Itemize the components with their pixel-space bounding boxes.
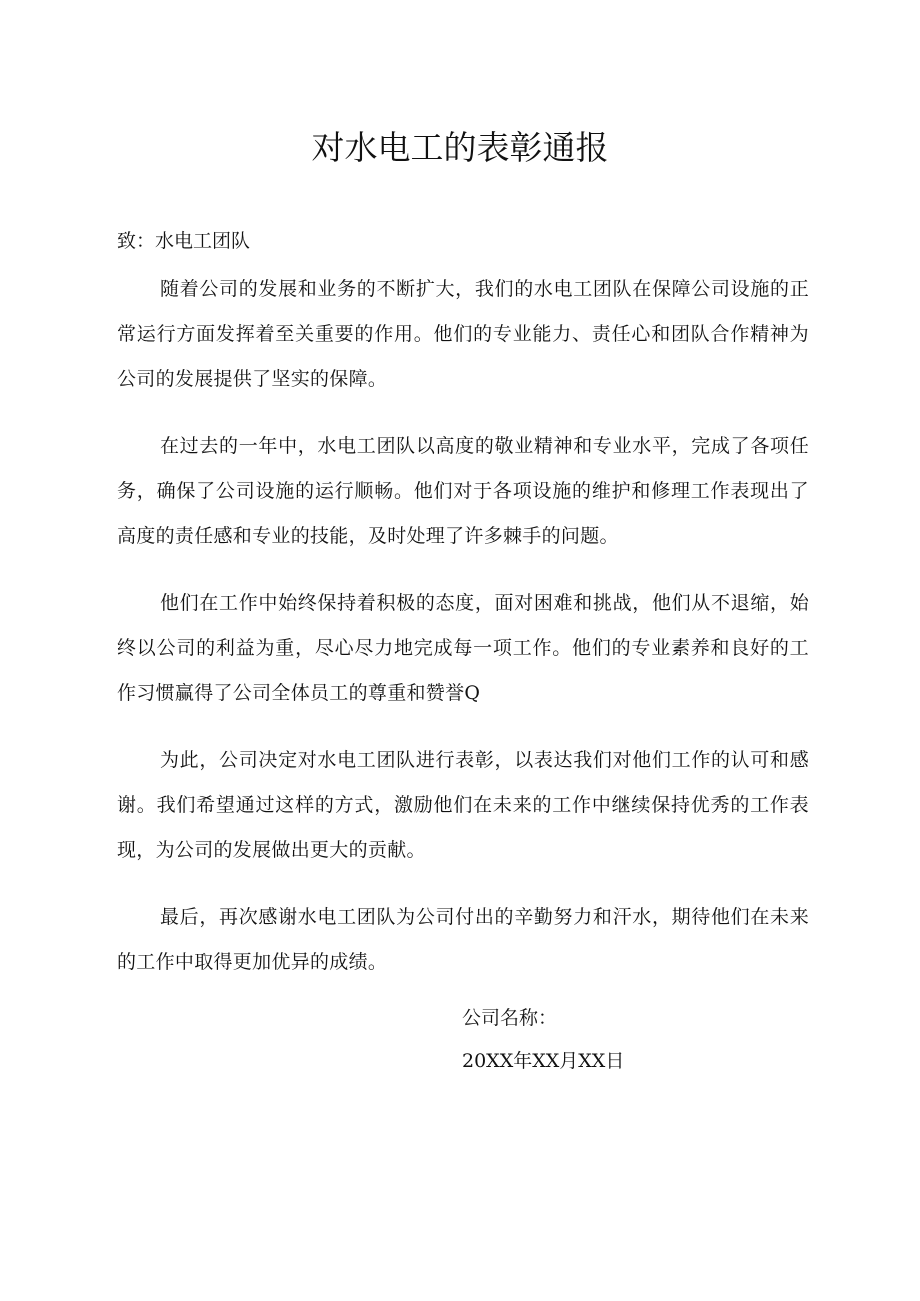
paragraph-4: 为此，公司决定对水电工团队进行表彰，以表达我们对他们工作的认可和感谢。我们希望通过这样的方式，激励他们在未来的工作中继续保持优秀的工作表现，为公司的发展做出更大的贡献。 (117, 749, 809, 861)
document-title: 对水电工的表彰通报 (311, 128, 609, 167)
paragraph-5: 最后，再次感谢水电工团队为公司付出的辛勤努力和汗水，期待他们在未来的工作中取得更加优异的成绩。 (117, 906, 809, 973)
company-name-label: 公司名称： (462, 1007, 558, 1029)
paragraph-1: 随着公司的发展和业务的不断扩大，我们的水电工团队在保障公司设施的正常运行方面发挥着至关重要的作用。他们的专业能力、责任心和团队合作精神为公司的发展提供了坚实的保障。 (117, 278, 809, 390)
document-body (117, 267, 809, 1007)
signature-block (462, 998, 624, 1081)
paragraph-3: 他们在工作中始终保持着积极的态度，面对困难和挑战，他们从不退缩，始终以公司的利益为重，尽心尽力地完成每一项工作。他们的专业素养和良好的工作习惯赢得了公司全体员工的尊重和赞誉Q (117, 592, 809, 704)
paragraph-2: 在过去的一年中，水电工团队以高度的敬业精神和专业水平，完成了各项任务，确保了公司设施的运行顺畅。他们对于各项设施的维护和修理工作表现出了高度的责任感和专业的技能，及时处理了许多棘手的问题。 (117, 435, 809, 547)
date-line: 20XX年XX月XX日 (462, 1050, 625, 1072)
salutation: 致：水电工团队 (117, 230, 251, 252)
